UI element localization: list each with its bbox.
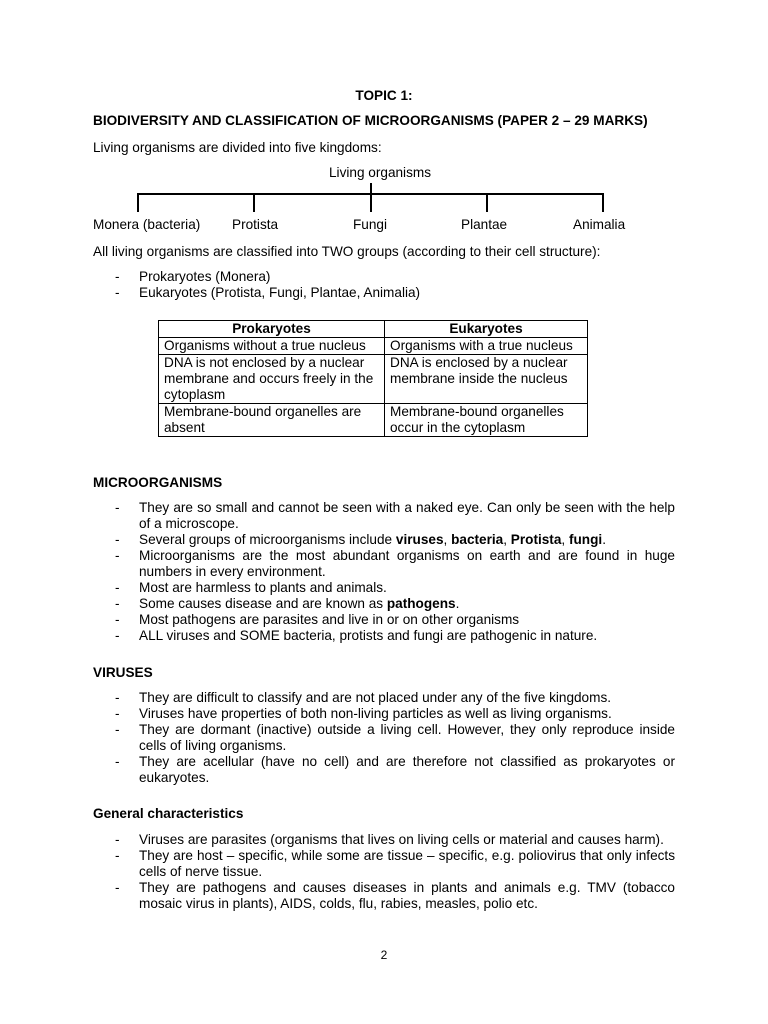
groups-list: [93, 269, 675, 301]
tree-drop-monera: [137, 193, 139, 212]
table-header: Prokaryotes: [159, 321, 385, 338]
tree-root-label: Living organisms: [329, 165, 431, 180]
list-item: - Microorganisms are the most abundant organisms on earth and are found in huge numbers in every environment.: [115, 548, 675, 579]
table-cell: Organisms with a true nucleus: [385, 338, 588, 355]
prokaryote-eukaryote-table: [158, 320, 588, 437]
table-cell: Membrane-bound organelles are absent: [159, 404, 385, 437]
list-item: - They are so small and cannot be seen with a naked eye. Can only be seen with the help of a microscope.: [115, 500, 675, 531]
list-item: - Some causes disease and are known as pathogens.: [115, 596, 460, 611]
list-item: - They are pathogens and causes diseases in plants and animals e.g. TMV (tobacco mosaic virus in plants), AIDS, colds, flu, rabies, measles, polio etc.: [115, 880, 675, 911]
list-item: - They are acellular (have no cell) and are therefore not classified as prokaryotes or eukaryotes.: [115, 754, 675, 785]
tree-drop-protista: [253, 193, 255, 212]
table-row: [159, 404, 588, 437]
table-row: [159, 355, 588, 404]
intro-text: Living organisms are divided into five kingdoms:: [93, 140, 382, 155]
list-item: - Most pathogens are parasites and live in or on other organisms: [115, 612, 520, 627]
topic-title: BIODIVERSITY AND CLASSIFICATION OF MICROORGANISMS (PAPER 2 – 29 MARKS): [93, 113, 648, 128]
table-header-row: [159, 321, 588, 338]
table-cell: DNA is enclosed by a nuclear membrane inside the nucleus: [385, 355, 588, 404]
kingdom-plantae: Plantae: [461, 217, 508, 232]
viruses-heading: VIRUSES: [93, 665, 153, 680]
groups-intro: All living organisms are classified into TWO groups (according to their cell structure):: [93, 244, 601, 259]
kingdom-fungi: Fungi: [353, 217, 388, 232]
table-cell: Membrane-bound organelles occur in the cytoplasm: [385, 404, 588, 437]
tree-drop-fungi: [370, 193, 372, 212]
list-item: - They are dormant (inactive) outside a living cell. However, they only reproduce inside cells of living organisms.: [115, 722, 675, 753]
list-item: - Prokaryotes (Monera): [115, 269, 271, 284]
page-number: 2: [380, 948, 388, 962]
list-item: - ALL viruses and SOME bacteria, protists and fungi are pathogenic in nature.: [115, 628, 598, 643]
table-cell: Organisms without a true nucleus: [159, 338, 385, 355]
tree-drop-animalia: [602, 193, 604, 212]
tree-drop-plantae: [486, 193, 488, 212]
topic-number: TOPIC 1:: [355, 88, 413, 103]
list-item: - Viruses are parasites (organisms that lives on living cells or material and causes harm).: [115, 832, 664, 847]
list-item: - They are difficult to classify and are not placed under any of the five kingdoms.: [115, 690, 612, 705]
list-item: - Viruses have properties of both non-living particles as well as living organisms.: [115, 706, 612, 721]
microorganisms-list: [93, 500, 675, 644]
list-item: - Several groups of microorganisms include viruses, bacteria, Protista, fungi.: [115, 532, 606, 547]
viruses-list: [93, 690, 675, 786]
table-header: Eukaryotes: [385, 321, 588, 338]
microorganisms-heading: MICROORGANISMS: [93, 475, 223, 490]
kingdom-protista: Protista: [232, 217, 279, 232]
table-row: [159, 338, 588, 355]
kingdom-animalia: Animalia: [573, 217, 626, 232]
list-item: - Eukaryotes (Protista, Fungi, Plantae, Animalia): [115, 285, 421, 300]
list-item: - They are host – specific, while some are tissue – specific, e.g. poliovirus that only infects cells of nerve tissue.: [115, 848, 675, 879]
kingdom-monera: Monera (bacteria): [93, 217, 201, 232]
table-cell: DNA is not enclosed by a nuclear membrane and occurs freely in the cytoplasm: [159, 355, 385, 404]
general-characteristics-list: [93, 832, 675, 912]
list-item: - Most are harmless to plants and animals.: [115, 580, 387, 595]
general-characteristics-heading: General characteristics: [93, 806, 244, 821]
